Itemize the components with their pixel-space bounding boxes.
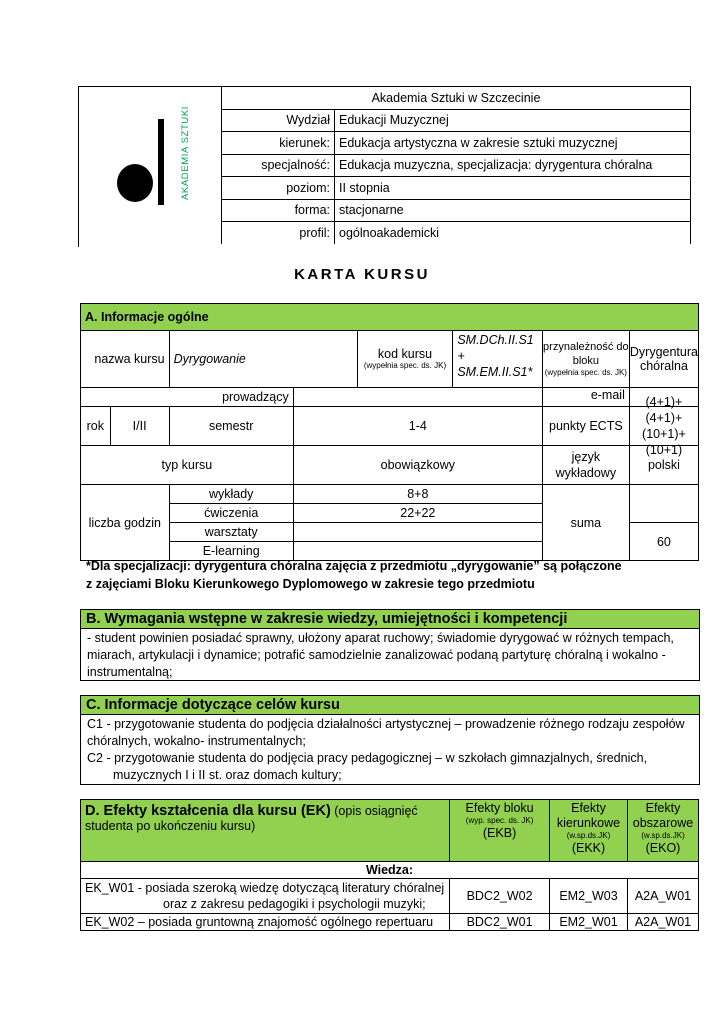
course-code-note: (wypełnia spec. ds. JK) [363,361,447,370]
language-value: polski [647,458,680,472]
course-name-label: nazwa kursu [81,331,170,388]
goal-c2-cont: muzycznych I i II st. oraz domach kultury; [113,768,342,782]
ekb-value: BDC2_W01 [450,914,550,931]
table-row [81,879,699,914]
ek-description: EK_W02 – posiada gruntowną znajomość ogólnego repertuaru [81,914,450,931]
header-value: stacjonarne [335,199,691,222]
course-code-label: kod kursu [377,347,433,361]
header-value: Edukacji Muzycznej [335,109,691,132]
col-ekk-code: (EKK) [571,841,606,855]
course-name-value: Dyrygowanie [169,331,357,388]
ects-label: punkty ECTS [543,407,630,445]
course-code-value-3: SM.EM.II.S1* [457,365,533,379]
ects-value: (4+1)+(4+1)+(10+1)+(10+1) [642,395,686,457]
header-row [222,199,691,222]
ek-line-2: oraz z zakresu pedagogiki i psychologii muzyki; [163,897,426,911]
logo-area [78,86,222,247]
exercises-label: ćwiczenia [169,504,293,523]
col-ekb-note: (wyp. spec. ds. JK) [465,816,534,825]
col-eko-note: (w.sp.ds.JK) [641,831,685,840]
goal-c2: C2 - przygotowanie studenta do podjęcia pracy pedagogicznej – w szkołach gimnazjalnych, średnich, [87,751,648,765]
block-label: przynależność do bloku [543,341,629,367]
knowledge-label: Wiedza: [81,862,699,879]
header-value: Edukacja muzyczna, specjalizacja: dyrygentura chóralna [335,154,691,177]
year-value: I/II [110,407,169,446]
course-code-value-1: SM.DCh.II.S1 [457,333,534,347]
section-b-body: - student powinien posiadać sprawny, ułożony aparat ruchowy; świadomie dyrygować w różnych tempach, miarach, artykulacji i dynamice; potrafić samodzielnie zanalizować podaną partyturę chóralną i wokalno - instrumentalną; [87,631,674,679]
sum-value: 60 [656,534,671,549]
col-ekk-note: (w.sp.ds.JK) [566,831,611,840]
header-label: kierunek: [222,132,335,155]
col-eko-code: (EKO) [645,841,681,855]
semester-value: 1-4 [293,407,542,446]
col-ekb-code: (EKB) [482,826,517,840]
header-row [222,132,691,155]
lectures-label: wykłady [169,485,293,504]
workshops-label: warsztaty [169,523,293,542]
header-label: Wydział [222,109,335,132]
page-title: KARTA KURSU [294,266,430,283]
sum-label: suma [543,485,630,560]
institution-name: Akademia Sztuki w Szczecinie [222,87,691,110]
section-c-body [81,715,699,785]
col-ekb-header [450,800,550,862]
header-row [222,109,691,132]
goal-c1: C1 - przygotowanie studenta do podjęcia działalności artystycznej – prowadzenie różnego rodzaju zespołów chóralnych, wokalno- instrumentalnych; [87,717,685,748]
header-label: forma: [222,199,335,222]
email-label: e-mail [543,388,630,406]
eko-value: A2A_W01 [627,879,698,914]
eko-value: A2A_W01 [627,914,698,931]
header-value: Edukacja artystyczna w zakresie sztuki muzycznej [335,132,691,155]
course-type-value: obowiązkowy [293,446,542,485]
course-type-label: typ kursu [81,446,294,485]
exercises-value: 22+22 [293,504,542,523]
section-d-table [80,799,699,931]
block-value: Dyrygentura chóralna [629,345,698,373]
sum-value-cell [630,485,698,560]
section-d-heading-cell [81,800,450,862]
hours-label: liczba godzin [81,485,170,561]
section-d-heading-note: (opis osiągnięć studenta po ukończeniu kursu) [85,804,418,833]
section-c-heading: C. Informacje dotyczące celów kursu [81,696,699,715]
section-a-table [80,303,699,561]
ek-line-1: EK_W01 - posiada szeroką wiedzę dotyczącą literatury chóralnej [85,881,445,895]
block-cell [542,331,698,388]
col-ekb-title: Efekty bloku [465,801,534,815]
elearning-label: E-learning [169,542,293,561]
col-ekk-title: Efekty kierunkowe [556,801,621,830]
note-line-1: *Dla specjalizacji: dyrygentura chóralna zajęcia z przedmiotu „dyrygowanie” są połączone [86,559,622,573]
header-value: II stopnia [335,177,691,200]
language-cell [542,446,698,485]
workshops-value [293,523,542,542]
logo-text: AKADEMIA SZTUKI [180,106,191,200]
section-c [80,695,700,785]
col-eko-title: Efekty obszarowe [632,801,694,830]
ekk-value: EM2_W01 [550,914,628,931]
course-code-value-cell [453,331,543,388]
block-note: (wypełnia spec. ds. JK) [544,368,627,377]
academy-logo [79,87,222,247]
table-row [81,914,699,931]
lecturer-value [293,388,542,407]
header-row [222,177,691,200]
col-eko-header [627,800,698,862]
semester-label: semestr [169,407,293,446]
note-line-2: z zajęciami Bloku Kierunkowego Dyplomowego w zakresie tego przedmiotu [86,577,535,591]
course-code-value-2: + [457,349,465,363]
section-a-heading: A. Informacje ogólne [81,304,699,331]
sum-cell [542,485,698,561]
lecturer-label: prowadzący [81,388,294,407]
section-b-heading: B. Wymagania wstępne w zakresie wiedzy, umiejętności i kompetencji [81,610,699,629]
lectures-value: 8+8 [293,485,542,504]
ekk-value: EM2_W03 [550,879,628,914]
header-row [222,154,691,177]
ek-description [81,879,450,914]
header-value: ogólnoakademicki [335,222,691,244]
year-label: rok [81,407,111,446]
ekb-value: BDC2_W02 [450,879,550,914]
block-label-cell [543,331,630,387]
section-d-heading: D. Efekty kształcenia dla kursu (EK) [85,803,331,819]
header-row [222,222,691,244]
language-label: język wykładowy [543,446,630,484]
section-b [80,609,700,681]
header-label: profil: [222,222,335,244]
header-label: specjalność: [222,154,335,177]
header-table [221,86,691,244]
course-code-label-cell [357,331,453,388]
header-label: poziom: [222,177,335,200]
col-ekk-header [550,800,628,862]
